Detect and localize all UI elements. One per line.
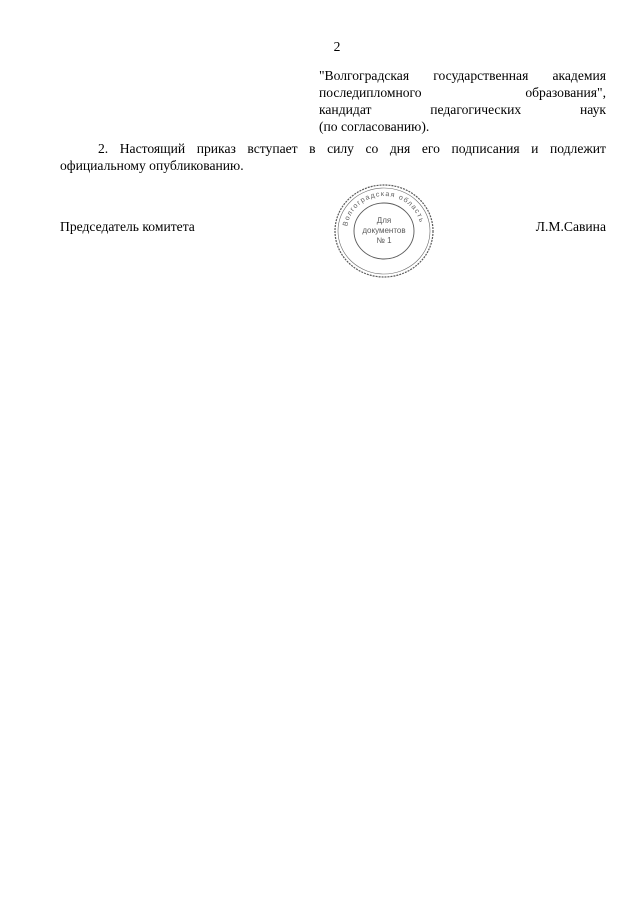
seal-center-line: № 1 <box>376 236 392 245</box>
addressee-line: кандидат педагогических наук <box>319 102 606 117</box>
official-seal-stamp <box>330 181 438 281</box>
clause-line: 2. Настоящий приказ вступает в силу со дня его подписания и подлежит <box>98 141 606 156</box>
addressee-line: последипломного образования", <box>319 85 606 100</box>
seal-ring-text: Волгоградская область <box>342 190 425 227</box>
clause-line: официальному опубликованию. <box>60 158 244 173</box>
addressee-block <box>319 67 606 135</box>
clause-paragraph <box>60 140 606 174</box>
page-number: 2 <box>333 39 341 54</box>
addressee-line: (по согласованию). <box>319 119 430 134</box>
seal-center-line: документов <box>362 226 406 235</box>
addressee-line: "Волгоградская государственная академия <box>319 68 606 83</box>
signature-name: Л.М.Савина <box>535 219 606 234</box>
signature-title: Председатель комитета <box>60 219 195 234</box>
seal-center-line: Для <box>376 216 392 225</box>
